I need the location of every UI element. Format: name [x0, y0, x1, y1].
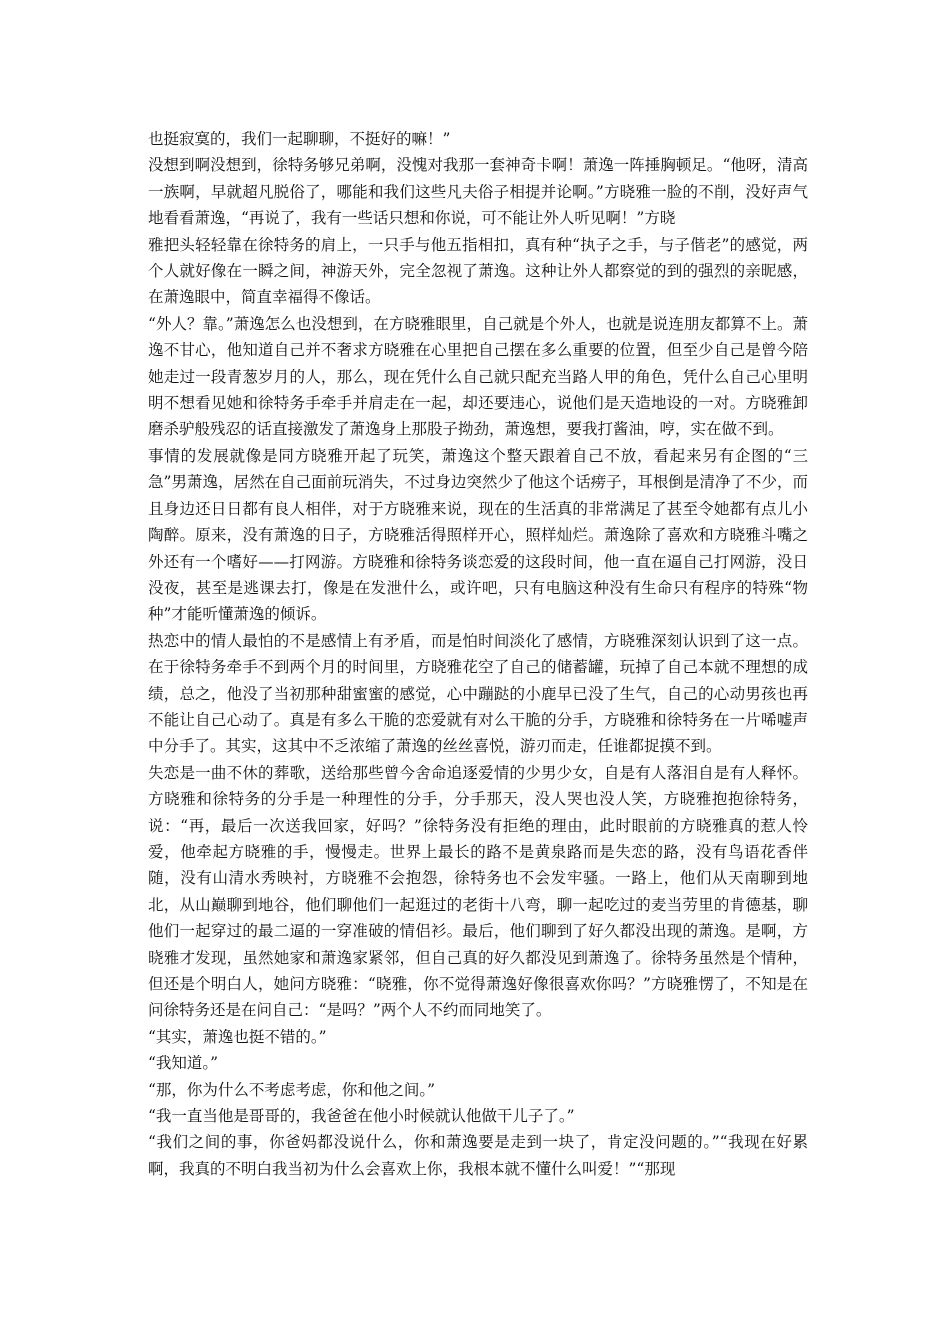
- paragraph-6: 热恋中的情人最怕的不是感情上有矛盾，而是怕时间淡化了感情，方晓雅深刻认识到了这一点。在于徐特务牵手不到两个月的时间里，方晓雅花空了自己的储蓄罐，玩掉了自己本就不理想的成绩，总之，他没了当初那种甜蜜蜜的感觉，心中蹦跶的小鹿早已没了生气，自己的心动男孩也再不能让自己心动了。真是有多么干脆的恋爱就有对么干脆的分手，方晓雅和徐特务在一片唏嘘声中分手了。其实，这其中不乏浓缩了萧逸的丝丝喜悦，游刃而走，任谁都捉摸不到。: [148, 631, 808, 756]
- paragraph-4: “外人？靠。”萧逸怎么也没想到，在方晓雅眼里，自己就是个外人，也就是说连朋友都算不上。萧逸不甘心，他知道自己并不奢求方晓雅在心里把自己摆在多么重要的位置，但至少自己是曾今陪她走过一段青葱岁月的人，那么，现在凭什么自己就只配充当路人甲的角色，凭什么自己心里明明不想看见她和徐特务手牵手并肩走在一起，却还要违心，说他们是天造地设的一对。方晓雅卸磨杀驴般残忍的话直接激发了萧逸身上那股子拗劲，萧逸想，要我打酱油，哼，实在做不到。: [148, 314, 808, 439]
- paragraph-9: “我知道。”: [148, 1054, 219, 1073]
- paragraph-8: “其实，萧逸也挺不错的。”: [148, 1027, 327, 1046]
- paragraph-3: 雅把头轻轻靠在徐特务的肩上，一只手与他五指相扣，真有种“执子之手，与子偕老”的感觉，两个人就好像在一瞬之间，神游天外，完全忽视了萧逸。这种让外人都察觉的到的强烈的亲昵感，在萧逸眼中，简直幸福得不像话。: [148, 235, 808, 307]
- paragraph-2: 没想到啊没想到，徐特务够兄弟啊，没愧对我那一套神奇卡啊！萧逸一阵捶胸顿足。“他呀，清高一族啊，早就超凡脱俗了，哪能和我们这些凡夫俗子相提并论啊。”方晓雅一脸的不削，没好声气地看看萧逸，“再说了，我有一些话只想和你说，可不能让外人听见啊！”方晓: [148, 156, 808, 228]
- paragraph-7: 失恋是一曲不休的葬歌，送给那些曾今舍命追逐爱情的少男少女，自是有人落泪自是有人释怀。方晓雅和徐特务的分手是一种理性的分手，分手那天，没人哭也没人笑，方晓雅抱抱徐特务，说：“再，最后一次送我回家，好吗？”徐特务没有拒绝的理由，此时眼前的方晓雅真的惹人怜爱，他牵起方晓雅的手，慢慢走。世界上最长的路不是黄泉路而是失恋的路，没有鸟语花香伴随，没有山清水秀映衬，方晓雅不会抱怨，徐特务也不会发牢骚。一路上，他们从天南聊到地北，从山巅聊到地谷，他们聊他们一起逛过的老街十八弯，聊一起吃过的麦当劳里的肯德基，聊他们一起穿过的最二逼的一穿准破的情侣衫。最后，他们聊到了好久都没出现的萧逸。是啊，方晓雅才发现，虽然她家和萧逸家紧邻，但自己真的好久都没见到萧逸了。徐特务虽然是个情种，但还是个明白人，她问方晓雅：“晓雅，你不觉得萧逸好像很喜欢你吗？”方晓雅愣了，不知是在问徐特务还是在问自己：“是吗？”两个人不约而同地笑了。: [148, 763, 808, 1020]
- document-page: [148, 126, 808, 1182]
- paragraph-12: “我们之间的事，你爸妈都没说什么，你和萧逸要是走到一块了，肯定没问题的。”“我现在好累啊，我真的不明白我当初为什么会喜欢上你，我根本就不懂什么叫爱！”“那现: [148, 1133, 808, 1178]
- paragraph-1: 也挺寂寞的，我们一起聊聊，不挺好的嘛！”: [148, 130, 451, 148]
- paragraph-5: 事情的发展就像是同方晓雅开起了玩笑，萧逸这个整天跟着自己不放，看起来另有企图的“三急”男萧逸，居然在自己面前玩消失，不过身边突然少了他这个话痨子，耳根倒是清净了不少，而且身边还日日都有良人相伴，对于方晓雅来说，现在的生活真的非常满足了甚至令她都有点儿小陶醉。原来，没有萧逸的日子，方晓雅活得照样开心，照样灿烂。萧逸除了喜欢和方晓雅斗嘴之外还有一个嗜好——打网游。方晓雅和徐特务谈恋爱的这段时间，他一直在逼自己打网游，没日没夜，甚至是逃课去打，像是在发泄什么，或许吧，只有电脑这种没有生命只有程序的特殊“物种”才能听懂萧逸的倾诉。: [148, 446, 808, 624]
- paragraph-10: “那，你为什么不考虑考虑，你和他之间。”: [148, 1080, 436, 1099]
- paragraph-11: “我一直当他是哥哥的，我爸爸在他小时候就认他做干儿子了。”: [148, 1107, 575, 1126]
